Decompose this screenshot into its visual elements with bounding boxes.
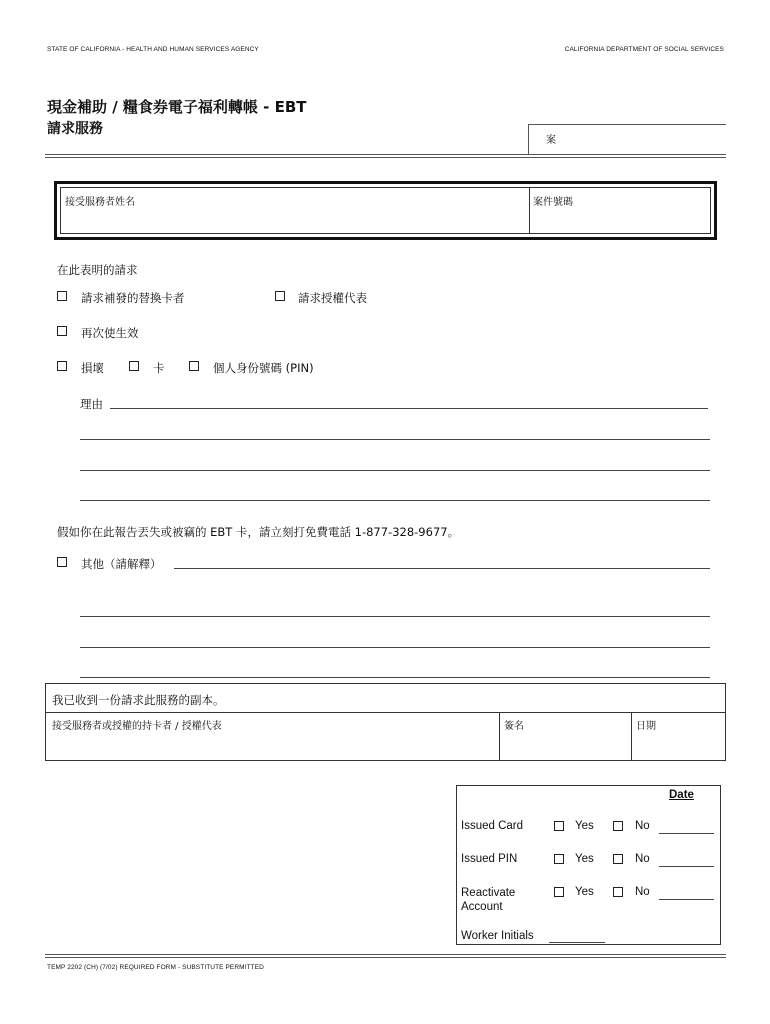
issued-card-yes-checkbox[interactable] xyxy=(554,821,564,831)
reactivate-yes-checkbox[interactable] xyxy=(554,887,564,897)
worker-initials-field[interactable] xyxy=(549,942,605,943)
office-use-box xyxy=(456,785,721,945)
form-id: TEMP 2202 (CH) (7/02) REQUIRED FORM - SUBSTITUTE PERMITTED xyxy=(47,964,264,971)
request-heading: 在此表明的請求 xyxy=(57,263,138,277)
office-date-header: Date xyxy=(669,789,694,801)
signer-name-field[interactable] xyxy=(52,732,492,758)
reactivate-no-label: No xyxy=(635,886,650,898)
recipient-name-label: 接受服務者姓名 xyxy=(65,197,135,208)
replace-card-label: 請求補發的替換卡者 xyxy=(81,291,185,305)
signature-field[interactable] xyxy=(504,732,628,758)
reactivate-no-checkbox[interactable] xyxy=(613,887,623,897)
other-checkbox[interactable] xyxy=(57,557,67,567)
header-rule-2 xyxy=(45,157,726,158)
card-label: 卡 xyxy=(153,361,165,375)
signature-box xyxy=(45,683,726,761)
form-subtitle: 請求服務 xyxy=(47,121,103,137)
recipient-box xyxy=(54,181,717,240)
reactivate-yes-label: Yes xyxy=(575,886,594,898)
reason-line-1[interactable] xyxy=(110,408,708,409)
date-label: 日期 xyxy=(636,721,656,732)
signature-label: 簽名 xyxy=(504,721,524,732)
reactivate-checkbox[interactable] xyxy=(57,326,67,336)
reactivate-label: 再次使生效 xyxy=(81,326,139,340)
auth-rep-checkbox[interactable] xyxy=(275,291,285,301)
issued-pin-yes-label: Yes xyxy=(575,853,594,865)
issued-card-no-label: No xyxy=(635,820,650,832)
sign-label: 接受服務者或授權的持卡者 / 授權代表 xyxy=(52,721,222,732)
other-line-2[interactable] xyxy=(80,616,710,617)
other-label: 其他（請解釋） xyxy=(81,557,162,571)
agency-right: CALIFORNIA DEPARTMENT OF SOCIAL SERVICES xyxy=(564,46,724,53)
ack-text: 我已收到一份請求此服務的副本。 xyxy=(52,693,225,707)
issued-card-no-checkbox[interactable] xyxy=(613,821,623,831)
case-label: 案 xyxy=(546,135,556,146)
reactivate-account-label: Reactivate Account xyxy=(461,887,516,913)
reason-line-2[interactable] xyxy=(80,439,710,440)
recipient-name-field[interactable] xyxy=(65,208,525,232)
other-line-1[interactable] xyxy=(174,568,710,569)
case-number-field[interactable] xyxy=(533,208,711,232)
issued-pin-no-checkbox[interactable] xyxy=(613,854,623,864)
agency-left: STATE OF CALIFORNIA - HEALTH AND HUMAN SERVICES AGENCY xyxy=(47,46,259,53)
pin-checkbox[interactable] xyxy=(189,361,199,371)
card-checkbox[interactable] xyxy=(129,361,139,371)
issued-pin-date-field[interactable] xyxy=(659,866,714,867)
other-line-3[interactable] xyxy=(80,647,710,648)
reason-line-3[interactable] xyxy=(80,470,710,471)
pin-label: 個人身份號碼 (PIN) xyxy=(213,361,314,375)
lost-label: 損壞 xyxy=(81,361,104,375)
date-field[interactable] xyxy=(636,732,722,758)
issued-pin-label: Issued PIN xyxy=(461,853,518,865)
auth-rep-label: 請求授權代表 xyxy=(298,291,367,305)
issued-card-date-field[interactable] xyxy=(659,833,714,834)
footer-rule-2 xyxy=(45,957,726,958)
issued-card-yes-label: Yes xyxy=(575,820,594,832)
replace-card-checkbox[interactable] xyxy=(57,291,67,301)
reason-label: 理由 xyxy=(80,397,103,411)
issued-card-label: Issued Card xyxy=(461,820,524,832)
lost-checkbox[interactable] xyxy=(57,361,67,371)
case-field[interactable] xyxy=(528,124,726,154)
other-line-4[interactable] xyxy=(80,677,710,678)
header-rule-1 xyxy=(45,154,726,155)
issued-pin-yes-checkbox[interactable] xyxy=(554,854,564,864)
form-title: 現金補助 / 糧食券電子福利轉帳 - EBT xyxy=(47,98,307,116)
reactivate-date-field[interactable] xyxy=(659,899,714,900)
footer-rule-1 xyxy=(45,954,726,955)
stolen-notice: 假如你在此報告丟失或被竊的 EBT 卡，請立刻打免費電話 1-877-328-9677。 xyxy=(57,525,460,539)
case-number-label: 案件號碼 xyxy=(533,197,573,208)
worker-initials-label: Worker Initials xyxy=(461,930,534,942)
issued-pin-no-label: No xyxy=(635,853,650,865)
reason-line-4[interactable] xyxy=(80,500,710,501)
